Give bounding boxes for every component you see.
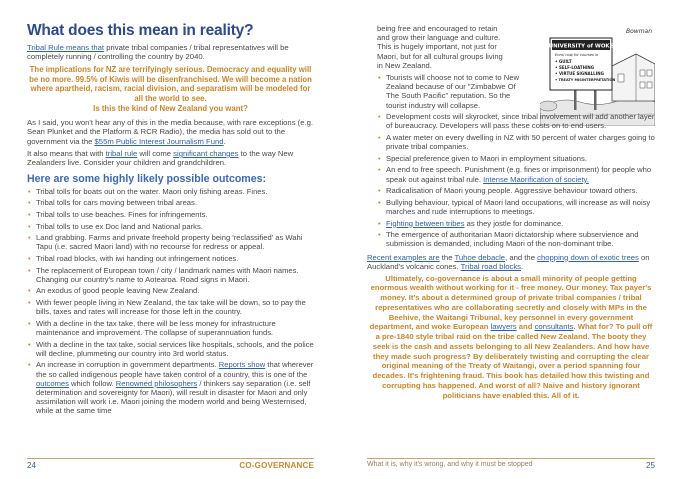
university-of-woke-cartoon xyxy=(540,26,655,126)
outcomes-list-wide xyxy=(377,112,655,248)
tribal-rule-link-2[interactable]: tribal rule xyxy=(105,149,138,159)
list-item: • The emergence of authoritarian Maori dictatorship where subservience and submission is demanded, including Maori of the non-dominant tribe. xyxy=(378,230,639,249)
list-item: • Tribal tolls to use ex Doc land and National parks. xyxy=(28,221,203,231)
left-column xyxy=(27,22,314,418)
list-item: • With a decline in the tax take, there will be less money for infrastructure maintenance and improvement. The collapse of superannuation funds. xyxy=(28,318,276,337)
list-item: • Special preference given to Maori in employment situations. xyxy=(378,153,587,163)
renowned-philosophers-link[interactable]: Renowned philosophers xyxy=(115,378,198,388)
svg-text:• TREATY MISINTERPRETATION: • TREATY MISINTERPRETATION xyxy=(555,78,616,82)
list-item: • An increase in corruption in government departments. Reports show that wherever the so called indigenous people have taken control of a country, this is one of the outcomes which follow. Renowned philosophers / thinkers say separation (i.e. self determination and sovereignty for Maori), will result in disaster for Maori and only assimilation will work i.e. Maori joining the modern world and being Westernised, while at the same time xyxy=(28,360,314,416)
right-page xyxy=(340,0,680,479)
list-item: • An end to free speech. Punishment (e.g. fines or imprisonment) for people who speak out against tribal rule. Intense Maorification of society. xyxy=(378,165,652,184)
page-number: 25 xyxy=(646,461,655,470)
list-item: • Tribal tolls for cars moving between tribal areas. xyxy=(28,198,197,208)
tribal-rule-link[interactable]: Tribal Rule means that xyxy=(27,43,105,52)
right-column xyxy=(367,24,655,400)
svg-text:• VIRTUE SIGNALLING: • VIRTUE SIGNALLING xyxy=(555,71,604,76)
implications-statement: The implications for NZ are terrifyingly serious. Democracy and equality will be no more. 99.5% of Kiwis will be disenfranchised. We will become a nation where apartheid, racism, racial division, and separatism will be modeled for all the world to see. Is this the kind of New Zealand you want? xyxy=(29,64,312,113)
page-title: What does this mean in reality? xyxy=(27,22,254,39)
reports-show-link[interactable]: Reports show xyxy=(218,360,266,370)
intense-maorification-link[interactable]: Intense Maorification of society. xyxy=(483,174,589,184)
list-item: • Tribal road blocks, with iwi handing out infringement notices. xyxy=(28,254,239,263)
significant-changes-link[interactable]: significant changes xyxy=(173,149,239,159)
svg-text:• SELF-LOATHING: • SELF-LOATHING xyxy=(555,65,595,70)
outcomes-link[interactable]: outcomes xyxy=(36,378,69,388)
list-item: • With a decline in the tax take, social services like hospitals, schools, and the police will decline, plummeting our country into 3rd world status. xyxy=(28,339,314,358)
sign-title: UNIVERSITY of WOKE xyxy=(548,43,614,50)
journalism-fund-link[interactable]: $55m Public Interest Journalism Fund xyxy=(94,136,224,146)
list-item: • Development costs will skyrocket, since tribal involvement will add another layer of bureaucracy. Developers will pass these costs on to end users. xyxy=(378,112,655,131)
list-item: • Tribal tolls for boats out on the water. Maori only fishing areas. Fines. xyxy=(28,186,268,196)
svg-text:• GUILT: • GUILT xyxy=(555,59,572,64)
list-item: • A water meter on every dwelling in NZ with 50 percent of water charges going to private tribal companies. xyxy=(378,133,655,152)
media-paragraph: As I said, you won't hear any of this in the media because, with rare exceptions (e.g. Sean Plunket and the Platform & RCR Radio), the media has sold out to the government via the $55m Public Interest Journalism Fund. xyxy=(27,117,314,146)
recent-examples-paragraph: Recent examples are the Tuhoe debacle, and the chopping down of exotic trees on Auckland's volcanic cones. Tribal road blocks. xyxy=(367,252,650,272)
outcomes-subheading: Here are some highly likely possible outcomes: xyxy=(27,172,267,185)
question-line: Is this the kind of New Zealand you want? xyxy=(93,104,248,113)
chopping-trees-link[interactable]: chopping down of exotic trees xyxy=(537,252,639,262)
list-item: • Bullying behaviour, typical of Maori land occupations, will increase as will noisy marches and rude interruptions to meetings. xyxy=(378,197,651,216)
list-item: • The replacement of European town / city / landmark names with Maori names. Changing our country's name to Aotearoa. Road signs in Maori. xyxy=(28,265,299,284)
right-footer xyxy=(367,458,655,470)
intro-paragraph: Tribal Rule means that private tribal companies / tribal representatives will be completely running / controlling the country by 2040. xyxy=(27,43,289,62)
outcomes-list xyxy=(27,187,314,416)
changes-paragraph: It also means that with tribal rule will come significant changes to the way New Zealanders live. Consider your children and grandchildren. xyxy=(27,149,294,168)
list-item: • Tourists will choose not to come to New Zealand because of our "Zimbabwe Of The South Pacific" reputation. So the tourist industry will collapse. xyxy=(378,73,519,110)
lawyers-link[interactable]: lawyers xyxy=(490,322,517,332)
footer-tagline: What it is, why it's wrong, and why it must be stopped xyxy=(367,461,533,468)
list-item: • Fighting between tribes as they jostle for dominance. xyxy=(378,218,564,228)
cartoon-signature: Bowman xyxy=(626,28,653,35)
recent-examples-link[interactable]: Recent examples are xyxy=(367,252,440,262)
list-item: • With fewer people living in New Zealand, the tax take will be down, so to pay the bills, taxes and rates will increase for those left in the country. xyxy=(28,297,306,317)
tuhoe-debacle-link[interactable]: Tuhoe debacle xyxy=(454,252,506,262)
outcomes-list-continued xyxy=(377,73,527,110)
sign-subtitle: Enrol now for courses in xyxy=(555,53,599,57)
list-item: • An exodus of good people leaving New Zealand. xyxy=(28,286,200,296)
list-item: • Land grabbing. Farms and private freehold property being 'reclassified' as Wahi Tapu (i.e. sacred Maori land) with no recourse for redress or appeal. xyxy=(28,233,303,252)
list-item: • Radicalisation of Maori young people. Aggressive behaviour toward others. xyxy=(378,186,638,196)
left-footer xyxy=(27,458,314,470)
tribal-road-blocks-link[interactable]: Tribal road blocks xyxy=(460,262,522,272)
footer-title: CO-GOVERNANCE xyxy=(239,461,314,470)
continued-text: being free and encouraged to retain and grow their language and culture. This is hugely important, not just for Maori, but for all cultural groups living in New Zealand. xyxy=(377,24,503,70)
list-item: • Tribal tolls to use beaches. Fines for infringements. xyxy=(28,210,208,220)
fighting-between-tribes-link[interactable]: Fighting between tribes xyxy=(386,218,465,228)
page-number: 24 xyxy=(27,461,36,470)
consultants-link[interactable]: consultants xyxy=(534,322,574,332)
conclusion-statement: Ultimately, co-governance is about a small minority of people getting enormous wealth without working for it - free money. Our money. Tax payer's money. It's about a determined group of private tribal companies / tribal representatives who are collaborating secretly and closely with MPs in the Beehive, the Waitangi Tribunal, key personnel in every government department, and woke European lawyers and consultants. What for? To pull off a pre-1840 style tribal raid on the tribe called New Zealand. The booty they seek is the cash and assets belonging to all New Zealanders. And how have they made such progress? By deliberately twisting and corrupting the clear original meaning of the Treaty of Waitangi, over a period spanning four decades. It's frightening fraud. This book has detailed how this twisting and corrupting has happened. And worst of all? Naive and history ignorant politicians have enabled this. All of it. xyxy=(369,273,653,400)
